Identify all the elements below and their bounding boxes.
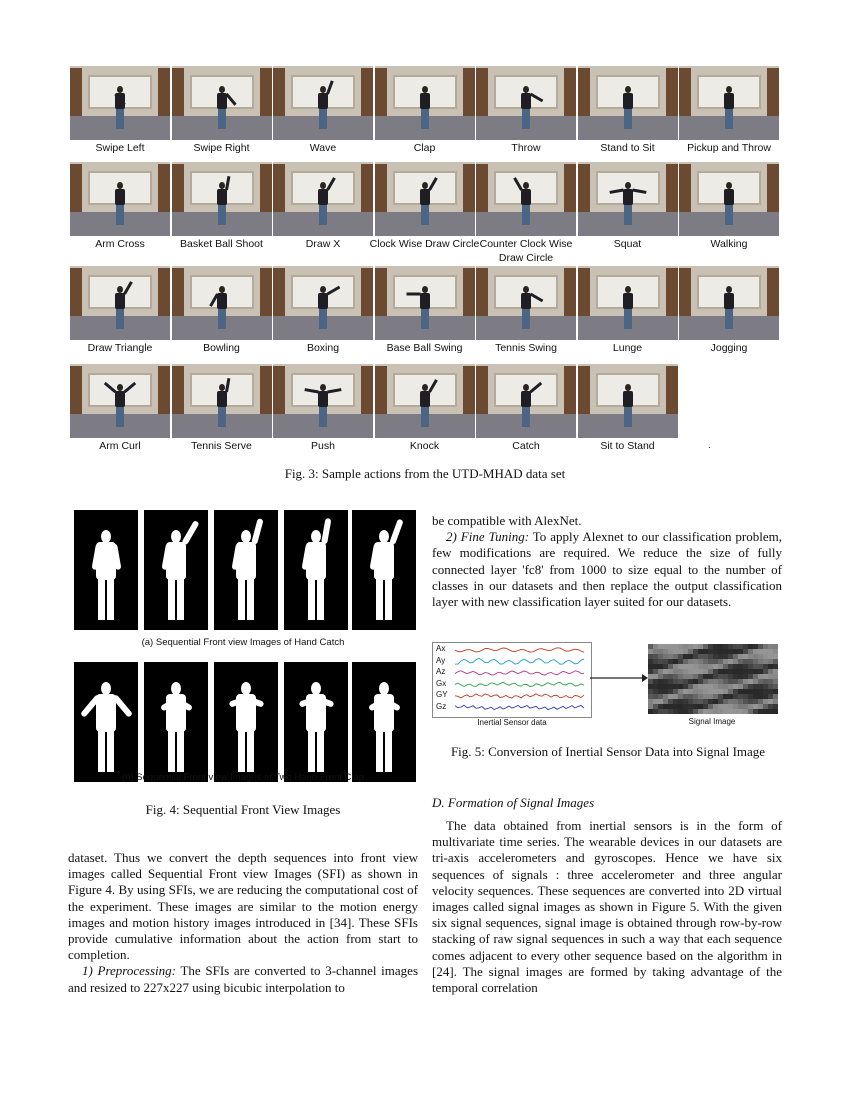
- action-photo: [375, 66, 475, 140]
- action-sample: [70, 364, 170, 460]
- action-photo: [70, 364, 170, 438]
- action-label: Push: [311, 440, 335, 452]
- silhouette-frame: [284, 510, 348, 630]
- action-sample: [578, 66, 678, 162]
- signal-trace: [455, 682, 584, 686]
- signal-label: Ax: [436, 644, 446, 653]
- inertial-sensor-plot: [432, 642, 592, 718]
- signal-label: Gz: [436, 701, 447, 711]
- silhouette-frame: [144, 510, 208, 630]
- preprocessing-body: The SFIs are converted to 3-channel images and resized to 227x227 using bicubic interpolation to: [68, 963, 418, 995]
- figure-3-caption: Fig. 3: Sample actions from the UTD-MHAD data set: [284, 466, 566, 481]
- figure-4b-subcaption: (b) Sequential Front view Images of Two Hand Front Clap: [121, 772, 365, 783]
- action-photo: [476, 66, 576, 140]
- signal-label: Ay: [436, 655, 446, 665]
- figure-4a-subcaption: (a) Sequential Front view Images of Hand Catch: [141, 637, 345, 648]
- action-sample: [273, 266, 373, 362]
- signal-image-paragraph: The data obtained from inertial sensors is in the form of multivariate time series. The wearable devices in our datasets are tri-axis accelerometers and gyroscopes. Hence we have six sequences of signals : three accelerometer and three angular velocity sequences. These sequences are converted into 2D virtual images called signal images as shown in Figure 5. With the given six signal sequences, signal image is obtained through row-by-row stacking of raw signal sequences in such a way that each sequence comes adjacent to every other sequence based on the algorithm in [24]. The signal images are formed by taking advantage of the temporal correlation: [432, 818, 782, 996]
- action-sample: [172, 66, 272, 162]
- stray-dot: .: [708, 440, 711, 451]
- action-label: Clap: [413, 142, 436, 154]
- signal-trace: [455, 658, 584, 664]
- action-sample: [172, 364, 272, 460]
- action-label: Tennis Serve: [191, 440, 252, 452]
- action-sample: [476, 266, 576, 362]
- action-sample: [70, 162, 170, 258]
- action-sample: [476, 162, 576, 264]
- signal-label: Gx: [436, 678, 447, 688]
- action-sample: [578, 266, 678, 362]
- signal-trace: [455, 705, 584, 709]
- action-label: Walking: [710, 238, 748, 250]
- action-photo: [679, 266, 779, 340]
- action-label: Squat: [613, 238, 642, 250]
- silhouette-frame: [214, 510, 278, 630]
- action-label: Stand to Sit: [600, 142, 655, 154]
- action-photo: [70, 66, 170, 140]
- action-photo: [70, 162, 170, 236]
- signal-image: [648, 644, 778, 714]
- action-sample: [273, 162, 373, 258]
- action-label: Throw: [511, 142, 541, 154]
- preprocessing-heading: 1) Preprocessing:: [82, 963, 176, 979]
- action-label: Clock Wise Draw Circle: [369, 238, 480, 250]
- action-sample: [578, 162, 678, 258]
- action-photo: [476, 364, 576, 438]
- action-photo: [172, 66, 272, 140]
- figure-5-caption: Fig. 5: Conversion of Inertial Sensor Data into Signal Image: [450, 744, 766, 759]
- action-photo: [578, 266, 678, 340]
- action-label: Counter Clock Wise Draw Circle: [479, 238, 573, 264]
- action-sample: [273, 66, 373, 162]
- action-photo: [70, 266, 170, 340]
- silhouette-frame: [352, 662, 416, 782]
- action-sample: [679, 66, 779, 162]
- section-d-heading: D. Formation of Signal Images: [432, 795, 595, 810]
- action-photo: [273, 266, 373, 340]
- fine-tuning-paragraph: [432, 529, 782, 610]
- signal-trace: [455, 671, 584, 675]
- action-sample: [172, 266, 272, 362]
- action-photo: [578, 66, 678, 140]
- right-paragraph-0: be compatible with AlexNet.: [432, 513, 582, 528]
- fine-tuning-body: To apply Alexnet to our classification problem, few modifications are required. We reduce the size of fully connected layer 'fc8' from 1000 to size equal to the number of classes in our datasets and then replace the output classification layer with new classification layer suited for our datasets.: [432, 529, 783, 610]
- arrow-icon: [590, 670, 650, 690]
- action-photo: [375, 266, 475, 340]
- action-label: Sit to Stand: [600, 440, 655, 452]
- action-label: Swipe Right: [193, 142, 250, 154]
- silhouette-frame: [214, 662, 278, 782]
- signal-trace: [455, 648, 584, 652]
- action-label: Swipe Left: [95, 142, 145, 154]
- figure-5: [432, 642, 782, 732]
- action-sample: [679, 266, 779, 362]
- action-photo: [578, 162, 678, 236]
- figure-4: [68, 510, 418, 783]
- action-sample: [375, 266, 475, 362]
- action-sample: [273, 364, 373, 460]
- action-label: Tennis Swing: [495, 342, 557, 354]
- fine-tuning-heading: 2) Fine Tuning:: [446, 529, 530, 545]
- action-label: Knock: [409, 440, 440, 452]
- action-sample: [476, 364, 576, 460]
- action-sample: [369, 162, 480, 258]
- preprocessing-paragraph: [68, 963, 418, 995]
- left-paragraph-1: dataset. Thus we convert the depth sequences into front view images called Sequential Front view Images (SFI) as shown in Figure 4. By using SFIs, we are reducing the computational cost of the experiment. These images are similar to the motion energy images and motion history images introduced in [34]. These SFIs provide cumulative information about the action from start to completion.: [68, 850, 418, 963]
- inertial-sensor-label: Inertial Sensor data: [477, 718, 547, 727]
- action-photo: [273, 364, 373, 438]
- action-label: Lunge: [612, 342, 643, 354]
- action-photo: [679, 66, 779, 140]
- action-label: Pickup and Throw: [687, 142, 771, 154]
- action-sample: [375, 66, 475, 162]
- action-photo: [375, 364, 475, 438]
- right-column-bottom-text: [432, 818, 782, 996]
- signal-trace: [455, 694, 584, 698]
- left-column-text: [68, 850, 418, 996]
- action-photo: [476, 162, 576, 236]
- action-photo: [172, 364, 272, 438]
- silhouette-frame: [144, 662, 208, 782]
- action-photo: [375, 162, 475, 236]
- action-photo: [172, 266, 272, 340]
- action-photo: [679, 162, 779, 236]
- signal-image-label: Signal Image: [688, 717, 736, 726]
- action-photo: [172, 162, 272, 236]
- signal-label: Az: [436, 667, 446, 676]
- action-sample: [679, 162, 779, 258]
- figure-3-action-grid: [70, 66, 780, 456]
- right-column-top-text: [432, 513, 782, 610]
- action-photo: [273, 66, 373, 140]
- silhouette-frame: [352, 510, 416, 630]
- signal-label: GY: [436, 690, 448, 699]
- action-label: Arm Curl: [99, 440, 141, 452]
- action-sample: [70, 66, 170, 162]
- action-photo: [476, 266, 576, 340]
- action-sample: [578, 364, 678, 460]
- action-photo: [578, 364, 678, 438]
- action-label: Jogging: [710, 342, 748, 354]
- action-label: Boxing: [306, 342, 340, 354]
- action-label: Bowling: [203, 342, 240, 354]
- silhouette-frame: [74, 662, 138, 782]
- action-sample: [476, 66, 576, 162]
- action-photo: [273, 162, 373, 236]
- figure-4-caption: Fig. 4: Sequential Front View Images: [145, 802, 341, 817]
- silhouette-frame: [284, 662, 348, 782]
- action-sample: [172, 162, 272, 258]
- action-label: Draw X: [305, 238, 341, 250]
- action-label: Catch: [512, 440, 540, 452]
- action-sample: [70, 266, 170, 362]
- action-label: Arm Cross: [95, 238, 145, 250]
- action-sample: [375, 364, 475, 460]
- action-label: Base Ball Swing: [386, 342, 463, 354]
- silhouette-frame: [74, 510, 138, 630]
- action-label: Basket Ball Shoot: [180, 238, 263, 250]
- action-label: Draw Triangle: [87, 342, 153, 354]
- action-label: Wave: [309, 142, 337, 154]
